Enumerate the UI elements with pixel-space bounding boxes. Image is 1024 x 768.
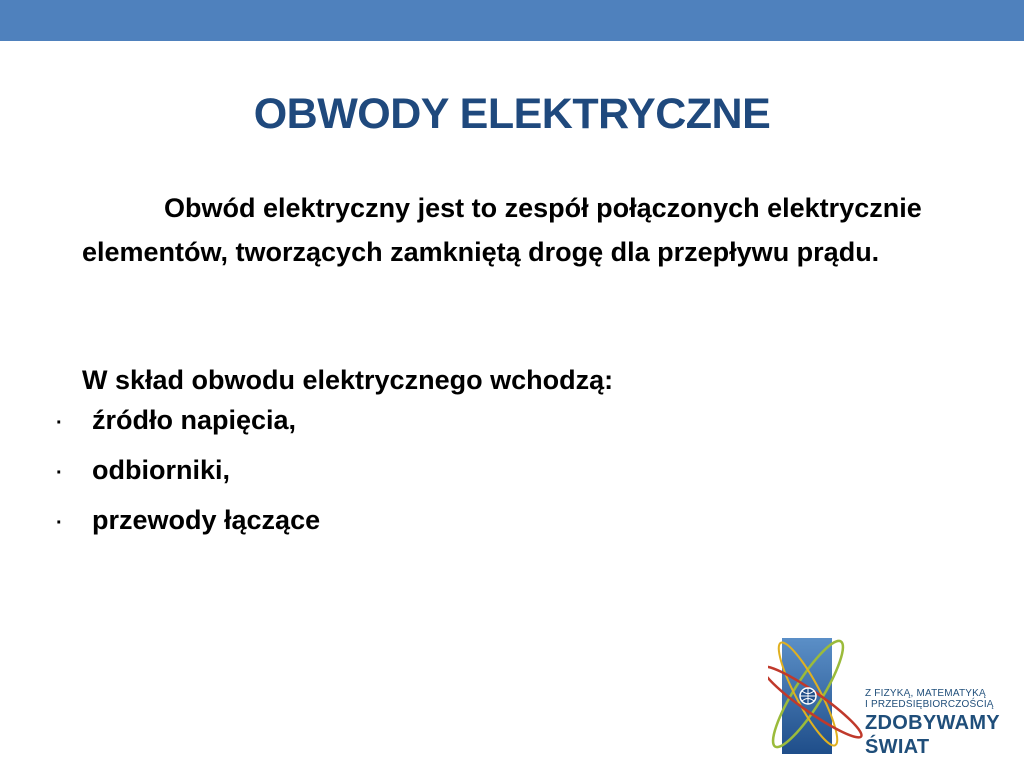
definition-text: Obwód elektryczny jest to zespół połączonych elektrycznie elementów, tworzących zamkniętą drogę dla przepływu prądu. — [82, 193, 922, 267]
list-item — [56, 505, 756, 555]
bullet-icon: · — [56, 462, 63, 484]
definition-paragraph — [82, 186, 962, 274]
list-item-text: odbiorniki, — [92, 455, 230, 485]
list-item-text: przewody łączące — [92, 505, 321, 535]
logo-text — [865, 688, 1024, 758]
bullet-icon: · — [56, 412, 63, 434]
component-list — [56, 405, 756, 555]
top-accent-bar — [0, 0, 1024, 41]
list-intro: W skład obwodu elektrycznego wchodzą: — [82, 365, 614, 395]
bullet-icon: · — [56, 512, 63, 534]
logo-line-1: Z FIZYKĄ, MATEMATYKĄ — [865, 688, 986, 699]
list-item — [56, 405, 756, 455]
list-item-text: źródło napięcia, — [92, 405, 297, 435]
slide-title: OBWODY ELEKTRYCZNE — [253, 90, 771, 138]
list-item — [56, 455, 756, 505]
logo-line-3: ZDOBYWAMY — [865, 712, 1000, 734]
logo-line-2: I PRZEDSIĘBIORCZOŚCIĄ — [865, 699, 994, 710]
logo-line-4: ŚWIAT — [865, 736, 930, 758]
